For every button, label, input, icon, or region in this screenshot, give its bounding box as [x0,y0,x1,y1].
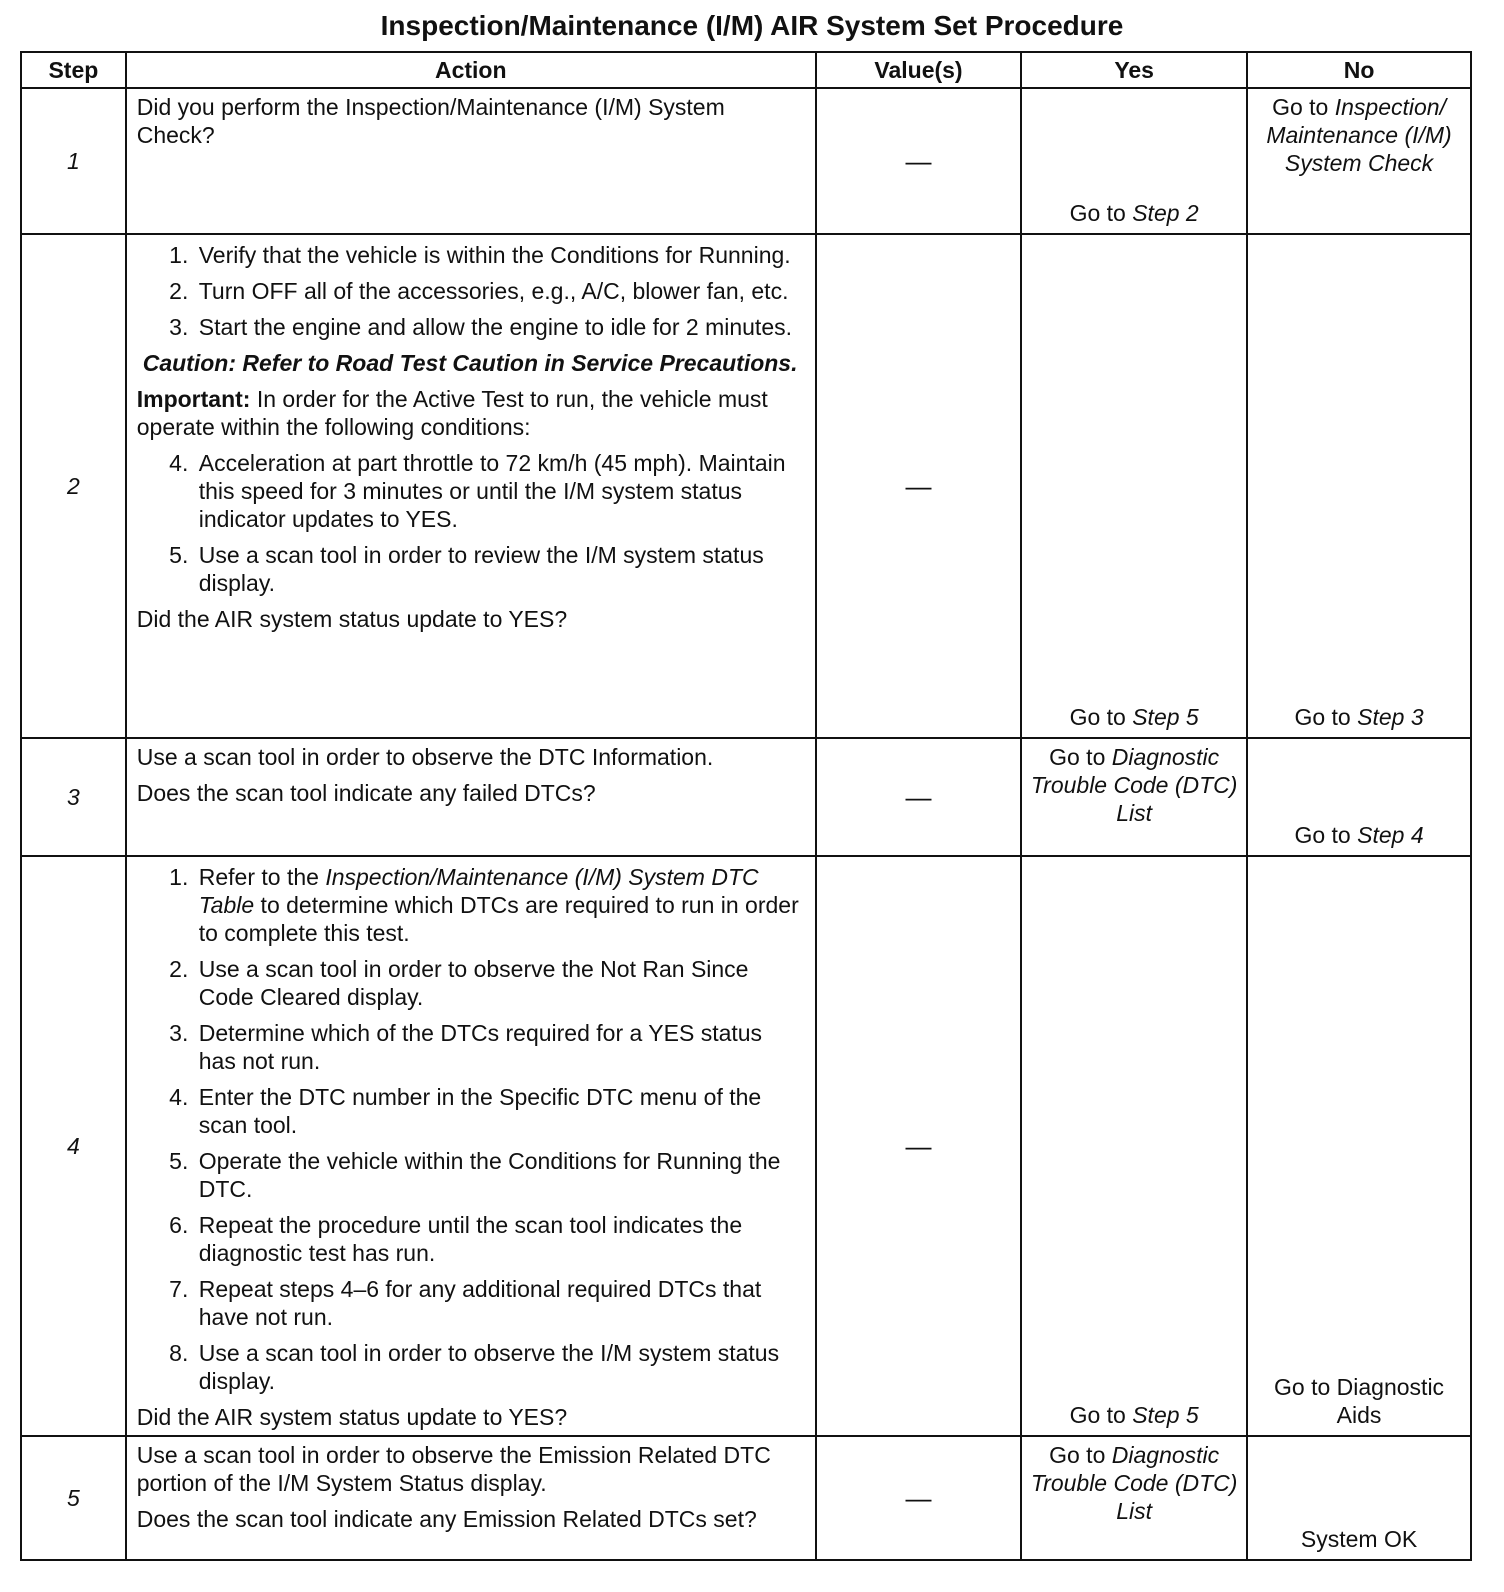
yes-prefix: Go to [1069,704,1133,730]
action-list [137,863,805,1395]
action-question: Does the scan tool indicate any Emission Related DTCs set? [136,1506,757,1532]
list-item: 2. Turn OFF all of the accessories, e.g., A/C, blower fan, etc. [195,277,805,305]
list-item [195,863,805,947]
table-row [21,1436,1471,1560]
action-text: Use a scan tool in order to observe the Emission Related DTC portion of the I/M System Status display. [136,1442,771,1496]
no-prefix: Go to [1272,94,1335,120]
no-link[interactable]: Inspection/ Maintenance (I/M) System Check [1266,94,1452,176]
no-result: System OK [1300,1526,1418,1552]
action-question: Did the AIR system status update to YES? [136,1404,568,1430]
no-cell [1247,88,1471,234]
header-action: Action [126,52,816,88]
yes-prefix: Go to [1049,744,1112,770]
table-header-row [21,52,1471,88]
yes-cell [1021,856,1247,1436]
important-label: Important: [136,386,251,412]
procedure-table [20,51,1472,1561]
yes-cell [1021,1436,1247,1560]
action-question: Does the scan tool indicate any failed DTCs? [136,780,596,806]
caution-note: Caution: Refer to Road Test Caution in Service Precautions. [142,350,798,376]
table-row [21,856,1471,1436]
important-note [137,385,805,441]
no-prefix: Go to [1294,822,1358,848]
action-cell [126,234,816,738]
no-link[interactable]: Go to Diagnostic Aids [1274,1374,1445,1428]
step-number: 1 [21,88,126,234]
no-prefix: Go to [1294,704,1358,730]
no-cell [1247,856,1471,1436]
list-item: 6. Repeat the procedure until the scan tool indicates the diagnostic test has run. [195,1211,805,1267]
table-row [21,234,1471,738]
action-list [137,449,805,597]
value-cell: — [816,88,1021,234]
yes-link[interactable]: Step 2 [1132,200,1199,226]
step-number: 2 [21,234,126,738]
list-item: 4. Acceleration at part throttle to 72 km/h (45 mph). Maintain this speed for 3 minutes or until the I/M system status indicator updates to YES. [195,449,805,533]
action-text: Use a scan tool in order to observe the DTC Information. [136,744,714,770]
important-text: In order for the Active Test to run, the vehicle must operate within the following conditions: [136,386,768,440]
list-item: 5. Use a scan tool in order to review the I/M system status display. [195,541,805,597]
yes-link[interactable]: Diagnostic Trouble Code (DTC) List [1030,1442,1238,1524]
list-item: 5. Operate the vehicle within the Conditions for Running the DTC. [195,1147,805,1203]
no-cell [1247,738,1471,856]
no-link[interactable]: Step 4 [1357,822,1424,848]
step-number: 4 [21,856,126,1436]
header-yes: Yes [1021,52,1247,88]
yes-cell [1021,88,1247,234]
list-item: 3. Determine which of the DTCs required for a YES status has not run. [195,1019,805,1075]
action-cell [126,738,816,856]
header-values: Value(s) [816,52,1021,88]
page-title: Inspection/Maintenance (I/M) AIR System Set Procedure [380,10,1124,41]
action-question: Did the AIR system status update to YES? [136,606,568,632]
header-step: Step [21,52,126,88]
action-cell [126,1436,816,1560]
value-cell: — [816,856,1021,1436]
dtc-table-link[interactable]: Inspection/Maintenance (I/M) System DTC Table [198,864,759,918]
list-item: 4. Enter the DTC number in the Specific DTC menu of the scan tool. [195,1083,805,1139]
action-list [137,241,805,341]
value-cell: — [816,234,1021,738]
list-item: 1. Verify that the vehicle is within the Conditions for Running. [195,241,805,269]
value-cell: — [816,738,1021,856]
yes-link[interactable]: Diagnostic Trouble Code (DTC) List [1030,744,1238,826]
list-item: 2. Use a scan tool in order to observe the Not Ran Since Code Cleared display. [195,955,805,1011]
yes-prefix: Go to [1049,1442,1112,1468]
action-question: Did you perform the Inspection/Maintenance (I/M) System Check? [136,94,725,148]
value-cell: — [816,1436,1021,1560]
yes-link[interactable]: Step 5 [1132,704,1199,730]
item-text: to determine which DTCs are required to run in order to complete this test. [198,892,799,946]
no-cell [1247,1436,1471,1560]
table-row [21,88,1471,234]
step-number: 5 [21,1436,126,1560]
list-item: 7. Repeat steps 4–6 for any additional required DTCs that have not run. [195,1275,805,1331]
no-cell [1247,234,1471,738]
yes-prefix: Go to [1069,200,1133,226]
step-number: 3 [21,738,126,856]
yes-link[interactable]: Step 5 [1132,1402,1199,1428]
action-cell [126,856,816,1436]
yes-prefix: Go to [1069,1402,1133,1428]
action-cell [126,88,816,234]
yes-cell [1021,234,1247,738]
table-row [21,738,1471,856]
no-link[interactable]: Step 3 [1357,704,1424,730]
list-item: 3. Start the engine and allow the engine to idle for 2 minutes. [195,313,805,341]
yes-cell [1021,738,1247,856]
header-no: No [1247,52,1471,88]
list-item: 8. Use a scan tool in order to observe the I/M system status display. [195,1339,805,1395]
item-text: Refer to the [198,864,326,890]
